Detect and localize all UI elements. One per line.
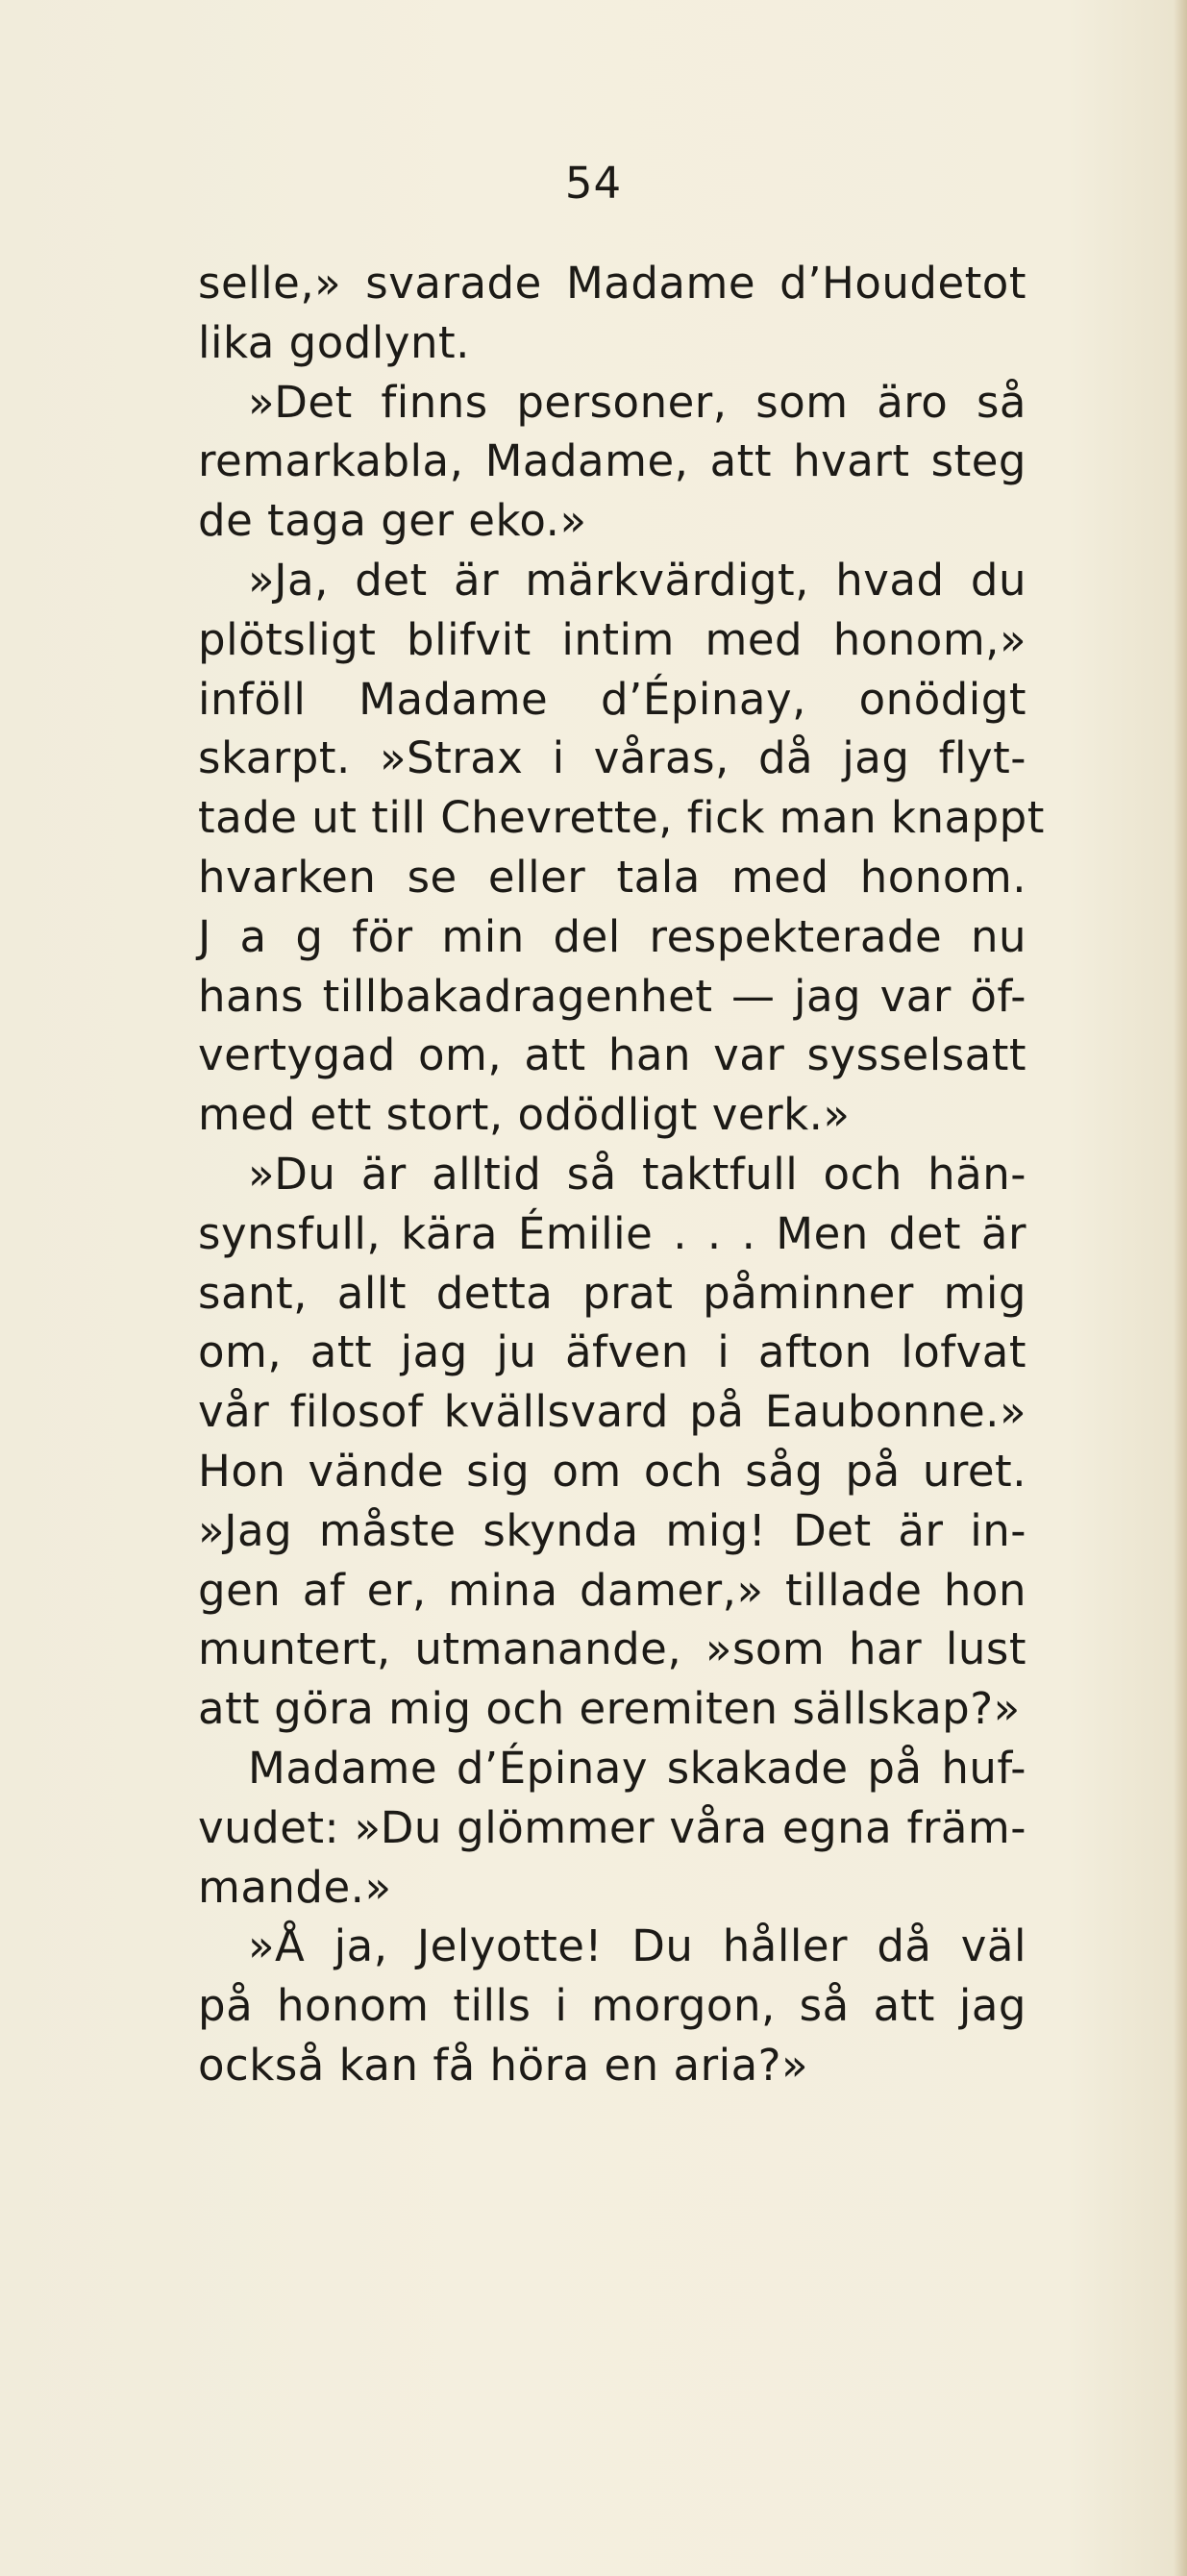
text-line: remarkabla, Madame, att hvart steg — [198, 435, 1026, 487]
text-line: hvarken se eller tala med honom. — [198, 851, 1026, 903]
text-line: muntert, utmanande, »som har lust — [198, 1623, 1026, 1675]
text-line: J a g för min del respekterade nu — [198, 910, 1026, 962]
text-line: »Ja, det är märkvärdigt, hvad du — [248, 554, 1026, 606]
text-line: »Du är alltid så taktfull och hän- — [248, 1148, 1026, 1200]
text-line: selle,» svarade Madame d’Houdetot — [198, 258, 1026, 309]
text-line: de taga ger eko.» — [198, 495, 587, 547]
page-edge-shadow — [1174, 0, 1187, 2576]
text-line: »Det finns personer, som äro så — [248, 376, 1026, 428]
text-line: Madame d’Épinay skakade på huf- — [248, 1742, 1026, 1794]
text-line: lika godlynt. — [198, 316, 470, 368]
text-line: skarpt. »Strax i våras, då jag flyt- — [198, 732, 1026, 784]
body-text — [198, 254, 1045, 2095]
page-number: 54 — [564, 158, 623, 209]
text-line: vudet: »Du glömmer våra egna främ- — [198, 1801, 1026, 1853]
text-line: synsfull, kära Émilie . . . Men det är — [198, 1207, 1026, 1259]
text-line: gen af er, mina damer,» tillade hon — [198, 1564, 1026, 1616]
text-line: på honom tills i morgon, så att jag — [198, 1980, 1026, 2032]
text-line: »Jag måste skynda mig! Det är in- — [198, 1504, 1026, 1556]
text-line: hans tillbakadragenhet — jag var öf- — [198, 970, 1026, 1022]
text-line: att göra mig och eremiten sällskap?» — [198, 1683, 1021, 1735]
text-line: inföll Madame d’Épinay, onödigt — [198, 673, 1026, 725]
text-line: vår filosof kvällsvard på Eaubonne.» — [198, 1386, 1026, 1438]
text-line: Hon vände sig om och såg på uret. — [198, 1445, 1026, 1497]
text-line: »Å ja, Jelyotte! Du håller då väl — [248, 1920, 1026, 1972]
text-line: vertygad om, att han var sysselsatt — [198, 1029, 1026, 1081]
text-line: plötsligt blifvit intim med honom,» — [198, 613, 1026, 665]
text-line: också kan få höra en aria?» — [198, 2039, 809, 2091]
text-line: om, att jag ju äfven i afton lofvat — [198, 1326, 1026, 1378]
text-line: med ett stort, odödligt verk.» — [198, 1089, 851, 1141]
text-line: tade ut till Chevrette, fick man knappt — [198, 792, 1045, 844]
text-line: sant, allt detta prat påminner mig — [198, 1267, 1026, 1319]
text-line: mande.» — [198, 1861, 392, 1913]
